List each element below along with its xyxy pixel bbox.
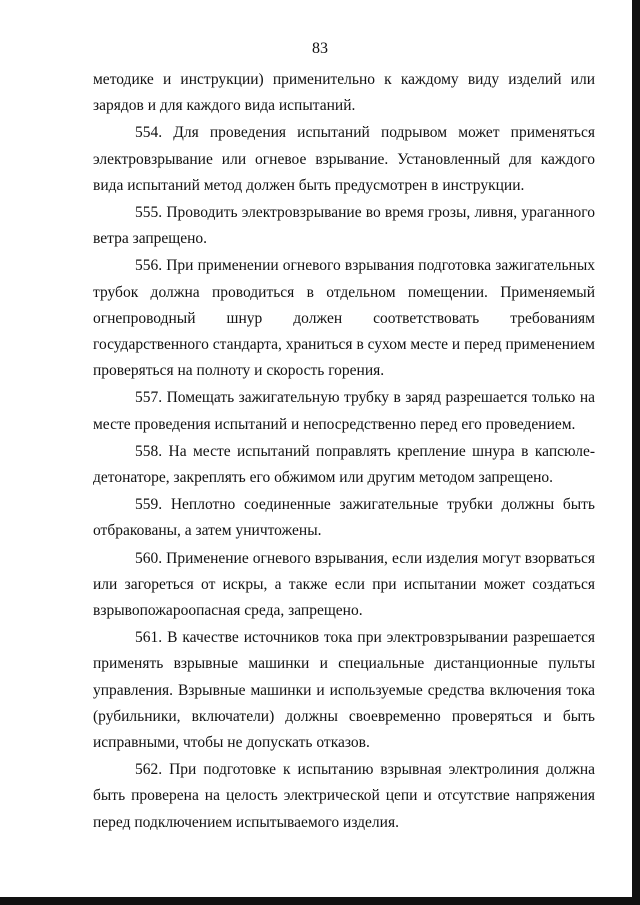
paragraph-561: 561. В качестве источников тока при электровзрывании разрешается применять взрывные машинки и специальные дистанционные пульты управления. Взрывные машинки и используемые средства включения тока (рубильники, включатели) должны своевременно проверяться и быть исправными, чтобы не допускать отказов. [93, 629, 595, 752]
paragraph-continuation: методике и инструкции) применительно к каждому виду изделий или зарядов и для каждого вида испытаний. [93, 71, 595, 115]
page-number: 83 [312, 40, 328, 57]
paragraph-554: 554. Для проведения испытаний подрывом может применяться электровзрывание или огневое взрывание. Установленный для каждого вида испытаний метод должен быть предусмотрен в инструкции. [93, 124, 595, 194]
paragraph-558: 558. На месте испытаний поправлять крепление шнура в капсюле-детонаторе, закреплять его обжимом или другим методом запрещено. [93, 442, 595, 487]
paragraph-555: 555. Проводить электровзрывание во время грозы, ливня, ураганного ветра запрещено. [93, 204, 595, 248]
paragraph-557: 557. Помещать зажигательную трубку в заряд разрешается только на месте проведения испытаний и непосредственно перед его проведением. [93, 389, 595, 433]
paragraph-562: 562. При подготовке к испытанию взрывная электролиния должна быть проверена на целость электрической цепи и отсутствие напряжения перед подключением испытываемого изделия. [93, 761, 595, 831]
paragraph-556: 556. При применении огневого взрывания подготовка зажигательных трубок должна проводиться в отдельном помещении. Применяемый огнепроводный шнур должен соответствовать требованиям государственного стандарта, храниться в сухом месте и перед применением проверяться на полноту и скорость горения. [93, 257, 595, 380]
paragraph-560: 560. Применение огневого взрывания, если изделия могут взорваться или загореться от искры, а также если при испытании может создаться взрывопожароопасная среда, запрещено. [93, 549, 595, 620]
document-body [93, 67, 595, 836]
paragraph-559: 559. Неплотно соединенные зажигательные трубки должны быть отбракованы, а затем уничтожены. [93, 496, 595, 540]
